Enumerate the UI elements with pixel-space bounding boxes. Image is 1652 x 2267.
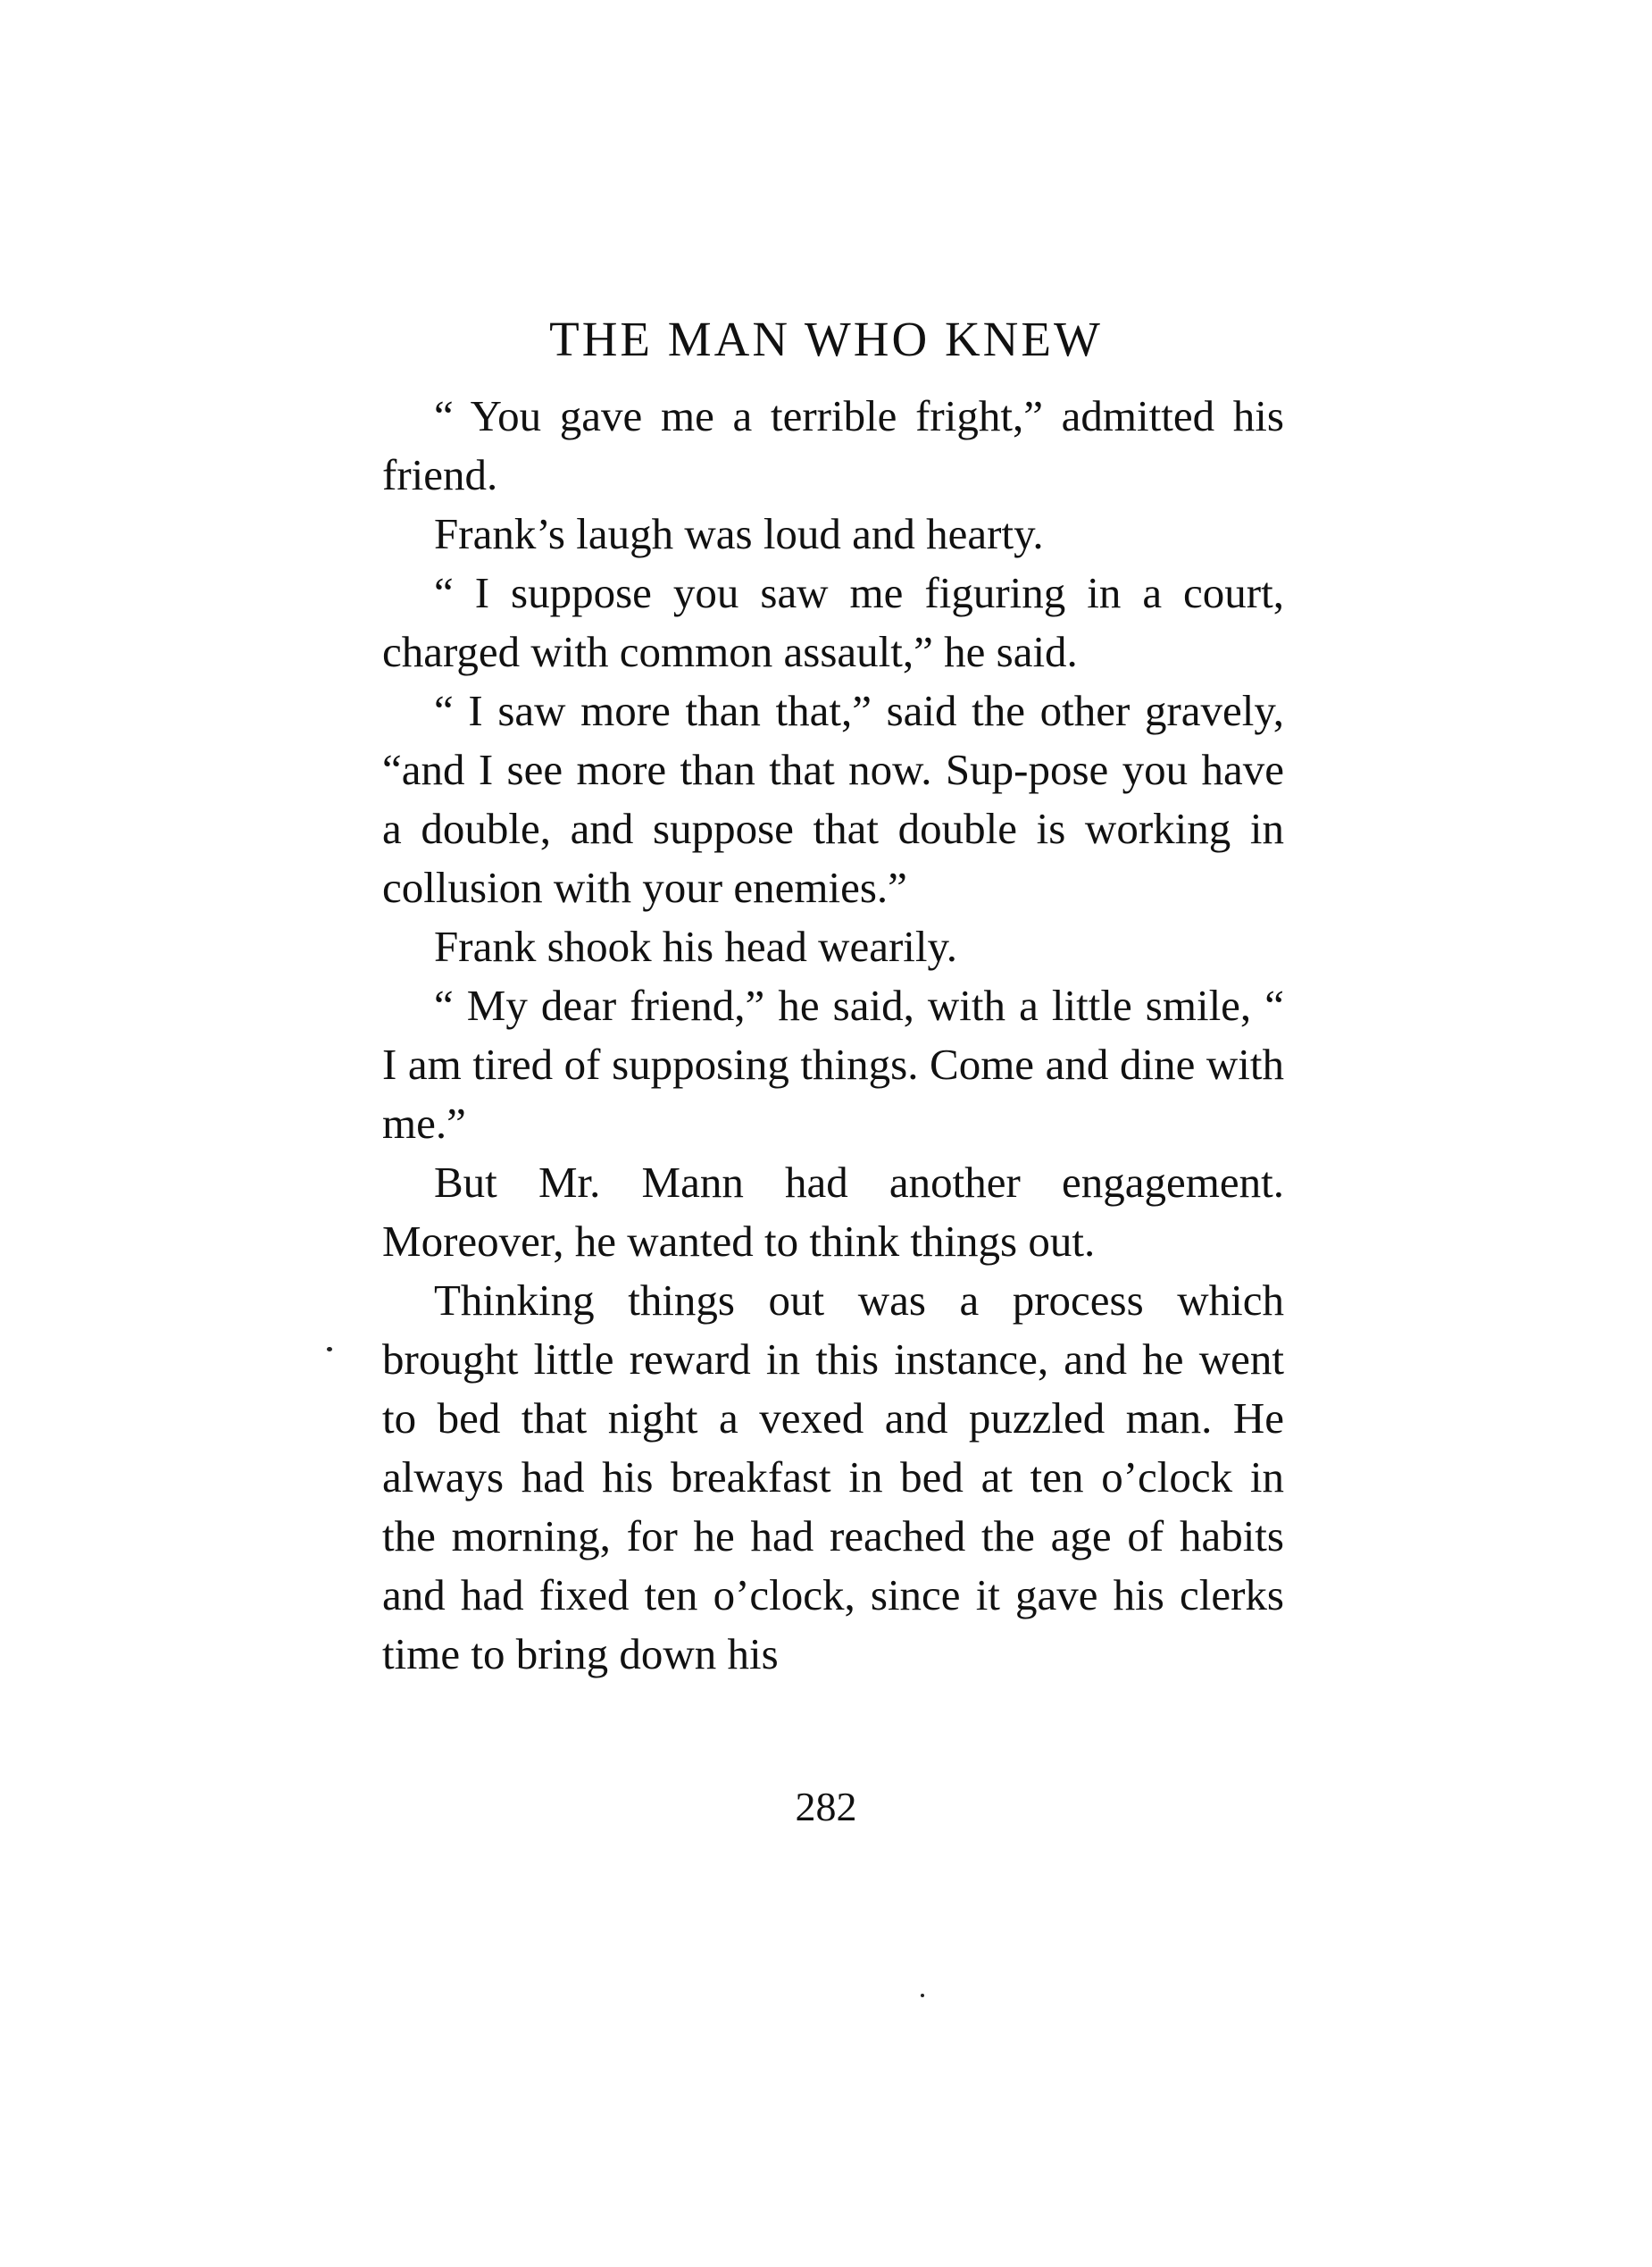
body-text (382, 387, 1284, 1684)
paragraph: Frank’s laugh was loud and hearty. (434, 509, 1044, 558)
paragraph: But Mr. Mann had another engagement. Moreover, he wanted to think things out. (382, 1158, 1284, 1266)
running-head: THE MAN WHO KNEW (549, 312, 1103, 366)
paragraph: Frank shook his head wearily. (434, 922, 958, 971)
page-number: 282 (795, 1784, 857, 1829)
paragraph: Thinking things out was a process which brought little reward in this instance, and he went to bed that night a vexed and puzzled man. He always had his breakfast in bed at ten o’clock in the morning, for he had reached the age of habits and had fixed ten o’clock, since it gave his clerks time to bring down his (382, 1276, 1284, 1678)
print-speck (327, 1347, 332, 1351)
paragraph: “ My dear friend,” he said, with a little smile, “ I am tired of supposing things. Come and dine with me.” (382, 981, 1284, 1148)
paragraph: “ I saw more than that,” said the other gravely, “and I see more than that now. Sup-pose you have a double, and suppose that double is working in collusion with your enemies.” (382, 686, 1284, 912)
paragraph: “ You gave me a terrible fright,” admitted his friend. (382, 391, 1284, 499)
print-speck (921, 1994, 924, 1997)
paragraph: “ I suppose you saw me figuring in a court, charged with common assault,” he said. (382, 568, 1284, 676)
